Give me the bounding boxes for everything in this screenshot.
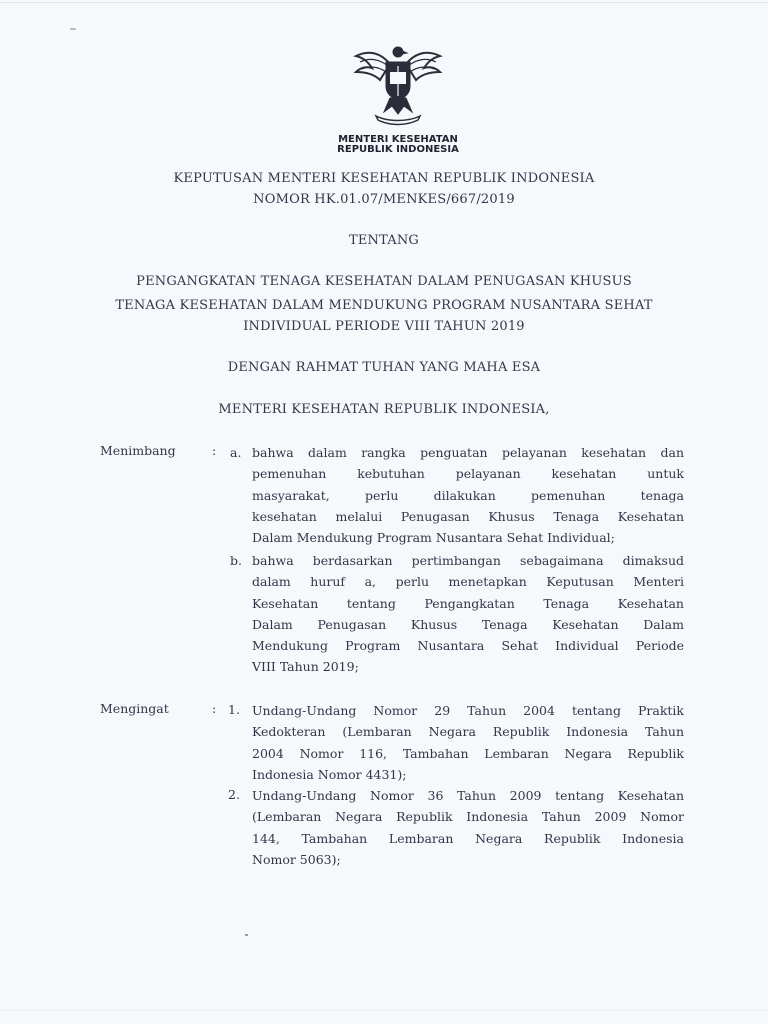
text-line: Dalam Penugasan Khusus Tenaga Kesehatan Dalam <box>252 616 684 632</box>
section-label-menimbang: Menimbang <box>100 443 176 458</box>
decree-number: NOMOR HK.01.07/MENKES/667/2019 <box>253 192 515 207</box>
text-line: Undang-Undang Nomor 29 Tahun 2004 tentang Praktik <box>252 703 684 718</box>
text-line: bahwa dalam rangka penguatan pelayanan kesehatan dan <box>252 445 684 460</box>
text-line: 2004 Nomor 116, Tambahan Lembaran Negara Republik <box>252 745 684 761</box>
decree-title: KEPUTUSAN MENTERI KESEHATAN REPUBLIK INDONESIA <box>173 171 595 186</box>
text-line: Nomor 5063); <box>252 851 341 867</box>
text-line: Dalam Mendukung Program Nusantara Sehat Individual; <box>252 530 615 546</box>
text-line: Kedokteran (Lembaran Negara Republik Indonesia Tahun <box>252 724 684 740</box>
ministry-name: MENTERI KESEHATAN <box>338 134 458 145</box>
text-line: Undang-Undang Nomor 36 Tahun 2009 tentang Kesehatan <box>252 788 684 803</box>
considering-item-a <box>252 442 684 548</box>
section-colon: : <box>212 701 217 716</box>
text-line: Mendukung Program Nusantara Sehat Individual Periode <box>252 638 684 654</box>
text-line: (Lembaran Negara Republik Indonesia Tahun 2009 Nomor <box>252 809 684 825</box>
scan-edge <box>0 2 768 3</box>
scan-speck <box>70 28 76 30</box>
ministry-header <box>300 135 496 155</box>
scan-edge <box>0 1010 768 1011</box>
decree-subject-line: PENGANGKATAN TENAGA KESEHATAN DALAM PENUGASAN KHUSUS <box>136 274 632 289</box>
text-line: pemenuhan kebutuhan pelayanan kesehatan untuk <box>252 466 684 482</box>
text-line: 144, Tambahan Lembaran Negara Republik Indonesia <box>252 830 684 846</box>
scan-speck <box>245 934 248 936</box>
text-line: kesehatan melalui Penugasan Khusus Tenaga Kesehatan <box>252 508 684 524</box>
item-marker: b. <box>230 553 242 568</box>
item-marker: a. <box>230 445 242 460</box>
item-marker: 2. <box>228 787 240 802</box>
text-line: bahwa berdasarkan pertimbangan sebagaimana dimaksud <box>252 553 684 568</box>
decree-grace: DENGAN RAHMAT TUHAN YANG MAHA ESA <box>227 360 541 375</box>
decree-about: TENTANG <box>348 233 420 248</box>
section-label-mengingat: Mengingat <box>100 701 169 716</box>
recalling-item-1 <box>252 700 684 785</box>
text-line: VIII Tahun 2019; <box>252 659 359 675</box>
item-marker: 1. <box>228 702 240 717</box>
recalling-item-2 <box>252 785 684 870</box>
ministry-country: REPUBLIK INDONESIA <box>337 144 459 155</box>
text-line: masyarakat, perlu dilakukan pemenuhan tenaga <box>252 487 684 503</box>
text-line: dalam huruf a, perlu menetapkan Keputusan Menteri <box>252 574 684 590</box>
decree-issuer: MENTERI KESEHATAN REPUBLIK INDONESIA, <box>218 402 550 417</box>
text-line: Kesehatan tentang Pengangkatan Tenaga Kesehatan <box>252 595 684 611</box>
considering-item-b <box>252 550 684 678</box>
text-line: Indonesia Nomor 4431); <box>252 766 407 782</box>
section-colon: : <box>212 443 217 458</box>
decree-subject-line: INDIVIDUAL PERIODE VIII TAHUN 2019 <box>243 319 525 334</box>
decree-subject-line: TENAGA KESEHATAN DALAM MENDUKUNG PROGRAM NUSANTARA SEHAT <box>115 298 653 313</box>
garuda-emblem-icon <box>350 42 446 126</box>
